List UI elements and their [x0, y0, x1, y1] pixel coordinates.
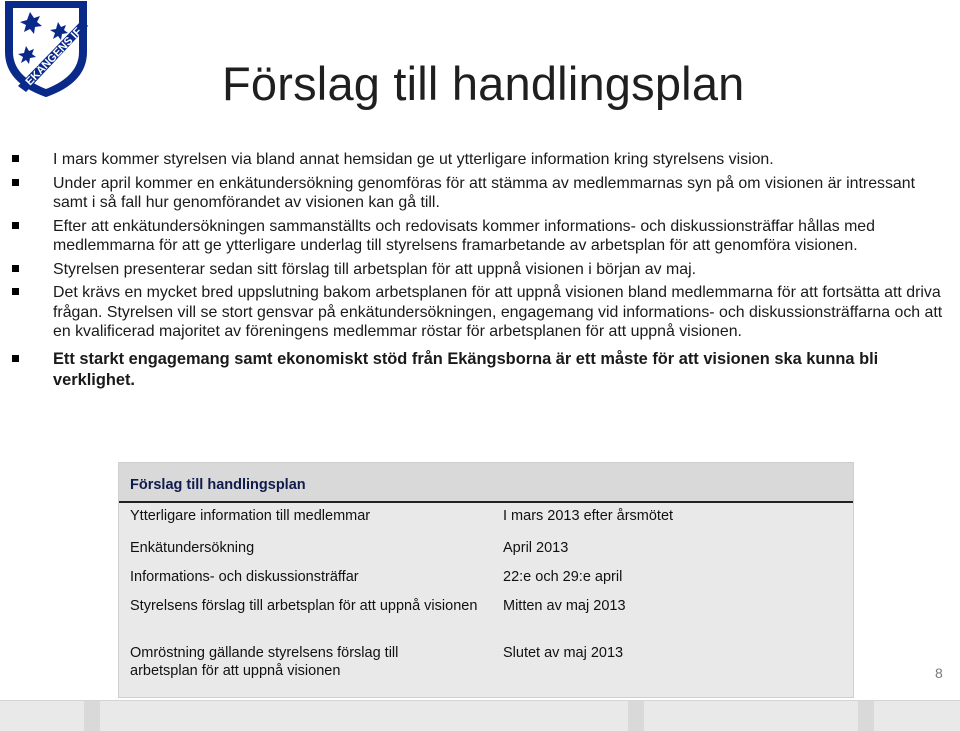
bullet-item	[12, 260, 947, 280]
plan-activity: Informations- och diskussionsträffar	[130, 569, 359, 585]
bullet-text: Under april kommer en enkätundersökning genomföras för att stämma av medlemmarnas syn på om visionen är intressant samt i så fall hur genomförandet av visionen kan gå till.	[53, 174, 916, 211]
plan-activity: Omröstning gällande styrelsens förslag till arbetsplan för att uppnå visionen	[130, 645, 399, 679]
footer-divider	[858, 701, 874, 731]
plan-time: Mitten av maj 2013	[503, 598, 626, 614]
bullet-list	[12, 150, 947, 395]
plan-table-header	[119, 463, 853, 503]
club-logo-text	[0, 0, 92, 98]
bullet-square-icon	[12, 288, 19, 295]
plan-activity: Ytterligare information till medlemmar	[130, 508, 371, 524]
bullet-item	[12, 174, 947, 213]
bullet-square-icon	[12, 179, 19, 186]
bullet-square-icon	[12, 222, 19, 229]
bullet-text: Ett starkt engagemang samt ekonomiskt stöd från Ekängsborna är ett måste för att visionen ska kunna bli verklighet.	[53, 349, 879, 389]
bullet-item	[12, 150, 947, 170]
plan-time: Slutet av maj 2013	[503, 645, 624, 661]
footer-divider	[628, 701, 644, 731]
club-logo	[0, 0, 92, 98]
plan-time: 22:e och 29:e april	[503, 569, 623, 585]
bullet-text: I mars kommer styrelsen via bland annat hemsidan ge ut ytterligare information kring styrelsens vision.	[53, 151, 774, 168]
bullet-square-icon	[12, 265, 19, 272]
plan-activity: Styrelsens förslag till arbetsplan för att uppnå visionen	[130, 598, 478, 614]
page-number: 8	[935, 665, 943, 681]
svg-text:EKÄNGENS IF: EKÄNGENS IF	[23, 25, 85, 89]
footer-divider	[84, 701, 100, 731]
plan-table-title: Förslag till handlingsplan	[130, 477, 306, 493]
bullet-text: Styrelsen presenterar sedan sitt förslag till arbetsplan för att uppnå visionen i början av maj.	[53, 260, 697, 278]
bullet-text: Det krävs en mycket bred uppslutning bakom arbetsplanen för att uppnå visionen bland medlemmarna för att fortsätta att driva frågan. Styrelsen vill se stort gensvar på enkätundersökningen, engagemang vid informations- och diskussionsträffarna och att en kvalificerad majoritet av föreningens medlemmar röstar för arbetsplanen för att uppnå visionen.	[53, 284, 943, 340]
slide-title: Förslag till handlingsplan	[222, 57, 745, 110]
plan-table	[118, 462, 854, 698]
bullet-item	[12, 283, 947, 342]
bullet-item	[12, 217, 947, 256]
plan-time: I mars 2013 efter årsmötet	[503, 508, 674, 524]
bullet-square-icon	[12, 155, 19, 162]
plan-activity: Enkätundersökning	[130, 540, 255, 556]
bullet-item-emphasis	[12, 349, 947, 391]
bullet-square-icon	[12, 355, 19, 362]
bullet-text: Efter att enkätundersökningen sammanställts och redovisats kommer informations- och diskussionsträffar hållas med medlemmarna för att ge ytterligare underlag till styrelsens framarbetande av arbetsplan för att genomföra visionen.	[53, 217, 875, 254]
footer-bar	[0, 700, 960, 731]
plan-time: April 2013	[503, 540, 569, 556]
